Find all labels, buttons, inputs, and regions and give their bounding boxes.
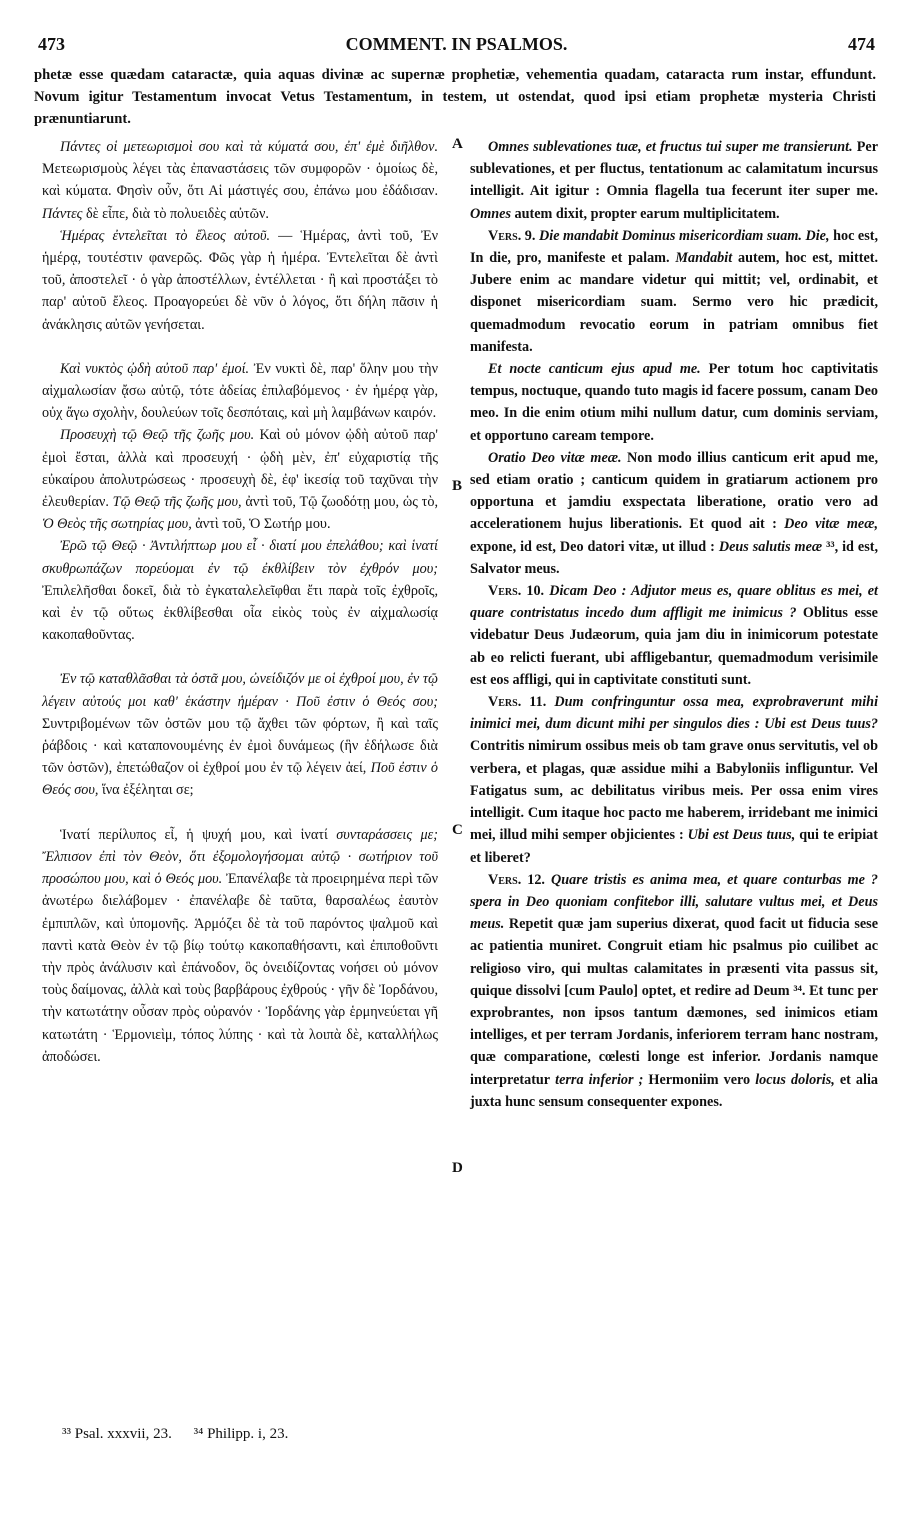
greek-paragraph (42, 358, 438, 425)
greek-paragraph (42, 824, 438, 1068)
commentary: Non modo illius canticum erit apud me, sed etiam oratio ; canticum quidem in gratiarum actionem pro opportuna et jamdiu exspectata liberatione, oratio vero ad accelerationem hujus liberationis. Et quod ait : (470, 449, 878, 533)
commentary: qui te eripiat et liberet? (470, 827, 878, 866)
commentary: ἀντὶ τοῦ, Τῷ ζωοδότῃ μου, ὡς τὸ, (241, 494, 438, 511)
page-number-right: 474 (848, 34, 875, 54)
commentary: expone, id est, Deo datori vitæ, ut illud : (470, 538, 715, 555)
commentary: δὲ εἶπε, διὰ τὸ πολυειδὲς αὐτῶν. (82, 205, 269, 222)
running-title: COMMENT. IN PSALMOS. (345, 34, 568, 54)
lemma: Omnes sublevationes tuæ, et fructus tui super me transierunt. (488, 139, 853, 155)
commentary: Ἐν νυκτὶ δὲ, παρ' ὅλην μου τὴν αἰχμαλωσίαν ᾄσω αὐτῷ, τότε ἀδείας ἐπιλαβόμενος · ἐν ἡμέρᾳ γὰρ, οὐχ ἄγω σχολὴν, δουλεύων τοῖς δεσπόταις, καὶ μὴ λαμβάνων καιρόν. (42, 360, 438, 422)
greek-paragraph (42, 668, 438, 801)
latin-paragraph (470, 869, 878, 1113)
lemma: Καὶ νυκτὸς ᾠδὴ αὐτοῦ παρ' ἐμοί. (60, 360, 250, 377)
commentary: Συντριβομένων τῶν ὀστῶν μου τῷ ἄχθει τῶν φόρτων, ἢ καὶ ταῖς ῥάβδοις · καὶ καταπονουμένης ἐν ἐμοὶ δυνάμεως (ἣν ἐδήλωσε διὰ τῶν ὀστῶν), ἐπετώθαζον οἱ ἐχθροί μου ἐν τῷ λέγειν ἀεί, (42, 715, 438, 777)
latin-paragraph (470, 136, 878, 225)
lemma: Quare tristis es anima mea, et quare conturbas me ? spera in Deo quoniam confitebor illi, salutare vultus mei, et Deus meus. (470, 871, 879, 933)
verse-label: Vers. 10. (488, 583, 545, 600)
commentary: Per sublevationes, et per fluctus, tentationum ac calamitatum incursus intelligit. Ait igitur : Omnia flagella tua fecerunt iter super me. (470, 139, 878, 200)
greek-paragraph (42, 535, 438, 646)
lemma: terra inferior ; (550, 1071, 644, 1088)
commentary: ἵνα ἐξέληται σε; (98, 782, 194, 799)
lemma: Et nocte canticum ejus apud me. (488, 361, 701, 378)
margin-letter-a: A (452, 136, 463, 152)
greek-paragraph (42, 225, 438, 336)
running-header (38, 34, 875, 60)
commentary: hoc est, In die, pro, manifeste et palam. (470, 227, 879, 267)
lemma: Ἐρῶ τῷ Θεῷ · Ἀντιλήπτωρ μου εἶ · διατί μου ἐπελάθου; καὶ ἱνατί σκυθρωπάζων πορεύομαι ἐν τῷ ἐκθλίβειν τὸν ἐχθρόν μου; (42, 538, 438, 577)
lemma: Dicam Deo : Adjutor meus es, quare oblitus es mei, et quare contristatus incedo dum affligit me inimicus ? (470, 583, 878, 622)
commentary: Hermoniim vero (643, 1071, 751, 1088)
latin-paragraph (470, 358, 878, 447)
lemma: Oratio Deo vitæ meæ. (488, 449, 622, 466)
verse-label: Vers. 9. (488, 227, 536, 244)
margin-letter-d: D (452, 1160, 463, 1176)
lemma: Πάντες οἱ μετεωρισμοὶ σου καὶ τὰ κύματά σου, ἐπ' ἐμὲ διῆλθον. (60, 139, 438, 155)
margin-letter-b: B (452, 478, 463, 494)
intro-paragraph: phetæ esse quædam cataractæ, quia aquas divinæ ac supernæ prophetiæ, vehementia quadam, cataracta rum instar, effundunt. Novum igitur Testamentum invocat Vetus Testamentum, in testem, ut ostendat, quod ipsi etiam prophetæ mysteria Christi prænuntiarunt. (34, 67, 876, 128)
verse-label: Vers. 12. (488, 871, 545, 888)
commentary: et alia juxta hunc sensum consequenter expones. (470, 1071, 879, 1110)
commentary: ³³, id est, Salvator meus. (470, 538, 878, 577)
commentary: Καὶ οὐ μόνον ᾠδὴ αὐτοῦ παρ' ἐμοὶ ἔσται, ἀλλὰ καὶ προσευχή · ᾠδὴ μὲν, ἐπ' εὐχαριστίᾳ τῆς εὐκαίρου ἀπολυτρώσεως · προσευχὴ δὲ, ἐφ' ἱκεσίᾳ τοῦ ταχῦναι τὴν ἐλευθερίαν. (42, 427, 438, 511)
lemma: Dum confringuntur ossa mea, exprobraverunt mihi inimici mei, dum dicunt mihi per singulos dies : Ubi est Deus tuus? (470, 694, 879, 733)
commentary: Ἱνατί περίλυπος εἶ, ἡ ψυχή μου, καὶ ἱνατί (60, 826, 328, 843)
lemma: Ἐν τῷ καταθλᾶσθαι τὰ ὀστᾶ μου, ὠνείδιζόν με οἱ ἐχθροί μου, ἐν τῷ λέγειν αὐτούς μοι καθ' ἑκάστην ἡμέραν · Ποῦ ἐστιν ὁ Θεός σου; (42, 671, 438, 710)
greek-paragraph (42, 424, 438, 535)
footnotes (62, 1426, 288, 1443)
commentary: Ἐπανέλαβε τὰ προειρημένα περὶ τῶν ἀνωτέρω διελάβομεν · ἐπανέλαβε δὲ ταῦτα, θαρσαλέως ἑαυτὸν ἐμπιπλῶν, καὶ ὑπομονῆς. Ἁρμόζει δὲ τὰ τοῦ παρόντος ψαλμοῦ καὶ παντὶ κατὰ Θεὸν ἐν τῷ βίῳ τούτῳ κακοπαθήσαντι, καὶ ἐπιποθοῦντι τὴν πρὸς ἀνάλυσιν καὶ ἐπάνοδον, ὃς ὀνειδίζοντας νοήσει οὐ μόνον τοὺς δαίμονας, ἀλλὰ καὶ τοὺς βαρβάρους ἐχθρούς · γῆν δὲ Ἰορδάνου, τὴν κατωτάτην οὖσαν πρὸς οὐρανόν · Ἰορδάνης γὰρ ἑρμηνεύεται γῆ κατωτάτη · Ἑρμονιεὶμ, τόπος λύπης · καὶ τὰ λοιπὰ δὲ, καταλλήλως ἀποδώσει. (42, 871, 438, 1065)
commentary: autem, hoc est, mittet. Jubere enim ac mandare videtur qui mittit; vel, ordinabit, et disponet misericordiam suam. Sermo vero hic prædicit, quemadmodum revocatio eorum in patriam omnibus fiet manifesta. (470, 250, 879, 355)
commentary: Contritis nimirum ossibus meis ob tam grave onus servitutis, vel ob verbera, et plagas, quæ assidue mihi a Babyloniis infliguntur. Vel Fatigatus sum, ac debilitatus viribus meis. Per ossa enim vires intelligit. Cum itaque hoc pacto me haberem, irridebant me inimici mei, illud mihi semper objicientes : (470, 738, 878, 844)
margin-letter-c: C (452, 822, 463, 838)
lemma: Ποῦ ἐστιν ὁ Θεός σου, (42, 760, 438, 799)
lemma: Ὁ Θεὸς τῆς σωτηρίας μου, (42, 516, 192, 533)
lemma: Omnes (470, 205, 511, 222)
lemma: Mandabit (669, 250, 733, 267)
lemma: Deus salutis meæ (714, 538, 823, 555)
lemma: Ubi est Deus tuus, (683, 827, 796, 844)
footnote: ³³ Psal. xxxvii, 23. (62, 1426, 172, 1442)
commentary: Oblitus esse videbatur Deus Judæorum, quia jam diu in inimicorum potestate ab eo relicti fuerant, ubi affligebantur, quemadmodum verisimile est eos affligi, qui in captivitate constituti sunt. (470, 605, 878, 688)
page-number-left: 473 (38, 34, 65, 54)
latin-paragraph (470, 447, 878, 580)
latin-column (470, 136, 878, 1113)
lemma: Die, (801, 227, 830, 244)
latin-paragraph (470, 580, 878, 691)
greek-paragraph (42, 136, 438, 225)
commentary: ἀντὶ τοῦ, Ὁ Σωτήρ μου. (191, 516, 331, 533)
latin-paragraph (470, 691, 878, 869)
commentary: Per totum hoc captivitatis tempus, noctuque, quando tuto magis id facere possum, canam Deo meo. In die enim otium mihi nullum datur, cum dominis serviam, et opportuno caream tempore. (470, 361, 879, 444)
lemma: Ἡμέρας ἐντελεῖται τὸ ἔλεος αὐτοῦ. (60, 227, 271, 244)
greek-column (42, 136, 438, 1068)
latin-paragraph (470, 225, 878, 358)
lemma: locus doloris, (750, 1071, 835, 1088)
footnote: ³⁴ Philipp. i, 23. (193, 1426, 289, 1442)
verse-label: Vers. 11. (488, 694, 547, 711)
commentary: Μετεωρισμοὺς λέγει τὰς ἐπαναστάσεις τῶν συμφορῶν · ὁμοίως δὲ, καὶ κύματα. Φησὶν οὖν, ὅτι Αἱ μάστιγές σου, ἐπάνω μου ἐδάδισαν. (42, 161, 438, 200)
lemma: Πάντες (42, 205, 83, 222)
lemma: Τῷ Θεῷ τῆς ζωῆς μου, (108, 494, 242, 511)
commentary: Ἐπιλελῆσθαι δοκεῖ, διὰ τὸ ἐγκαταλελεῖφθαι ἔτι παρὰ τοῖς ἐχθροῖς, καὶ ἐν τῷ οὕτως ἐκθλίβεσθαι οἷα εἰκὸς τοὺς ἐν αἰχμαλωσίᾳ κακοπαθοῦντας. (42, 582, 438, 644)
lemma: Die mandabit Dominus misericordiam suam. (535, 227, 802, 244)
lemma: Deo vitæ meæ, (776, 516, 878, 533)
lemma: Προσευχὴ τῷ Θεῷ τῆς ζωῆς μου. (60, 427, 255, 444)
commentary: — Ἡμέρας, ἀντὶ τοῦ, Ἐν ἡμέρᾳ, τουτέστιν φανερῶς. Φῶς γὰρ ἡ ἡμέρα. Ἐντελεῖται δὲ ἀντὶ τοῦ, ἀποστελεῖ · ὁ γὰρ ἀποστέλλων, ἐντέλλεται · ἢ καὶ προστάξει τὸ παρ' αὐτοῦ ἔλεος. Προαγορεύει δὲ νῦν ὁ λόγος, ὅτι δήλη πᾶσιν ἡ ἀνάκλησις αὐτῶν γενήσεται. (42, 227, 438, 333)
commentary: autem dixit, propter earum multiplicitatem. (511, 205, 780, 222)
lemma: συνταράσσεις με; Ἔλπισον ἐπὶ τὸν Θεὸν, ὅτι ἐξομολογήσομαι αὐτῷ · σωτήριον τοῦ προσώπου μου, καὶ ὁ Θεός μου. (42, 826, 438, 888)
commentary: Repetit quæ jam superius dixerat, quod facit ut fiducia sese ac patientia muniret. Congruit etiam hic psalmus pio cuilibet ac religioso viro, qui multas calamitates in præsenti vita passus sit, quique dissolvi [cum Paulo] optet, et redire ad Deum ³⁴. Et tunc per exprobrantes, non ipsos tantum dæmones, sed inimicos etiam intelliges, et per terram Jordanis, inferiorem terram hanc nostram, quæ comparatione, cœlesti longe est inferior. Jordanis namque interpretatur (470, 916, 878, 1088)
